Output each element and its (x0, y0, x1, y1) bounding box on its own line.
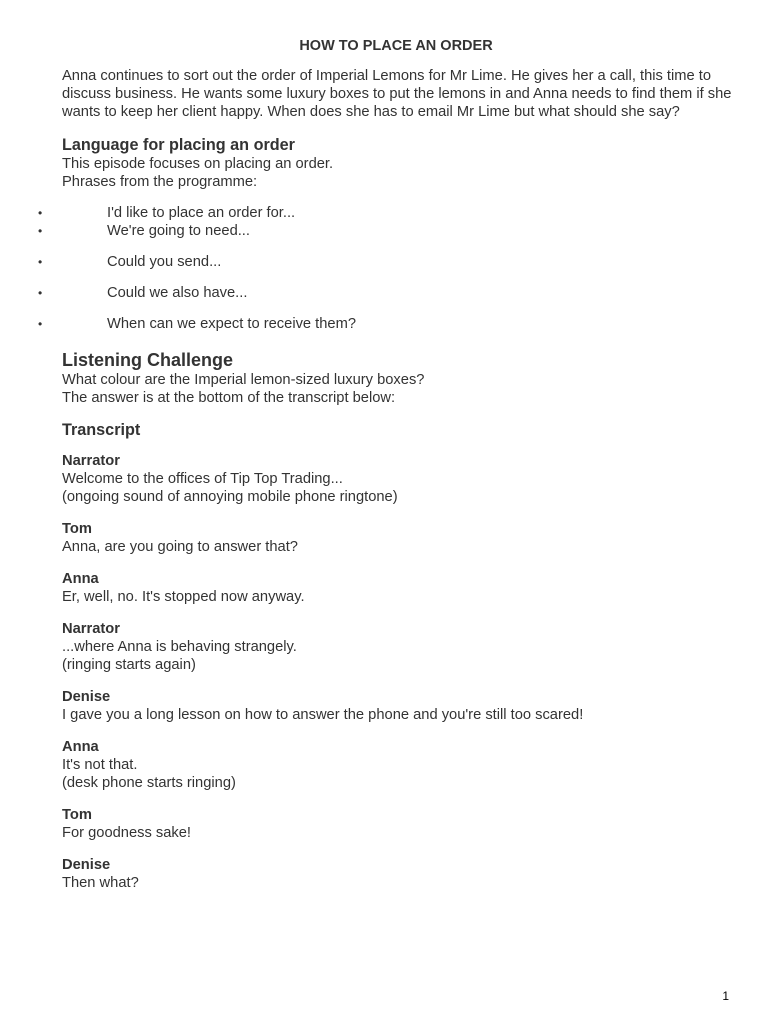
speaker-name: Anna (62, 571, 99, 587)
dialogue-line: Er, well, no. It's stopped now anyway. (62, 589, 305, 605)
speaker-name: Tom (62, 807, 92, 823)
focus-paragraph: This episode focuses on placing an order. (62, 156, 334, 172)
dialogue-line: Then what? (62, 875, 139, 891)
dialogue-line: (ringing starts again) (62, 657, 196, 673)
transcript-turn (62, 620, 734, 674)
listening-heading: Listening Challenge (62, 350, 234, 370)
bullet-icon: • (38, 317, 43, 331)
page-title: HOW TO PLACE AN ORDER (299, 38, 493, 54)
dialogue-line: It's not that. (62, 757, 138, 773)
list-item: • When can we expect to receive them? (38, 316, 356, 332)
speaker-name: Denise (62, 689, 111, 705)
bullet-icon: • (38, 206, 43, 220)
transcript-turn (62, 520, 734, 556)
phrases-intro: Phrases from the programme: (62, 174, 258, 190)
dialogue-line: Welcome to the offices of Tip Top Trading... (62, 471, 343, 487)
transcript-turn (62, 688, 734, 724)
listening-question: What colour are the Imperial lemon-sized luxury boxes? (62, 372, 425, 388)
transcript-turns (62, 452, 734, 892)
speaker-name: Narrator (62, 621, 120, 637)
bullet-icon: • (38, 255, 43, 269)
language-heading: Language for placing an order (62, 136, 295, 154)
dialogue-line: (ongoing sound of annoying mobile phone ringtone) (62, 489, 398, 505)
document-body (38, 67, 734, 892)
dialogue-line: For goodness sake! (62, 825, 191, 841)
transcript-heading: Transcript (62, 421, 141, 439)
bullet-icon: • (38, 224, 43, 238)
dialogue-line: ...where Anna is behaving strangely. (62, 639, 297, 655)
dialogue-line: Anna, are you going to answer that? (62, 539, 298, 555)
speaker-name: Anna (62, 739, 99, 755)
transcript-turn (62, 570, 734, 606)
list-item: • Could you send... (38, 254, 222, 270)
dialogue-line: (desk phone starts ringing) (62, 775, 236, 791)
speaker-name: Denise (62, 857, 111, 873)
speaker-name: Narrator (62, 453, 120, 469)
transcript-turn (62, 452, 734, 506)
page-number: 1 (722, 989, 729, 1003)
speaker-name: Tom (62, 521, 92, 537)
list-item: • I'd like to place an order for... (38, 205, 296, 221)
list-item: • Could we also have... (38, 285, 248, 301)
transcript-turn (62, 806, 734, 842)
phrases-list (38, 204, 734, 333)
dialogue-line: I gave you a long lesson on how to answer the phone and you're still too scared! (62, 707, 584, 723)
intro-paragraph: Anna continues to sort out the order of Imperial Lemons for Mr Lime. He gives her a call, this time to discuss business. He wants some luxury boxes to put the lemons in and Anna needs to find them if she wants to keep her client happy. When does she has to email Mr Lime but what should she say? (62, 68, 732, 120)
list-item: • We're going to need... (38, 223, 250, 239)
transcript-turn (62, 738, 734, 792)
bullet-icon: • (38, 286, 43, 300)
answer-note: The answer is at the bottom of the transcript below: (62, 390, 396, 406)
transcript-turn (62, 856, 734, 892)
